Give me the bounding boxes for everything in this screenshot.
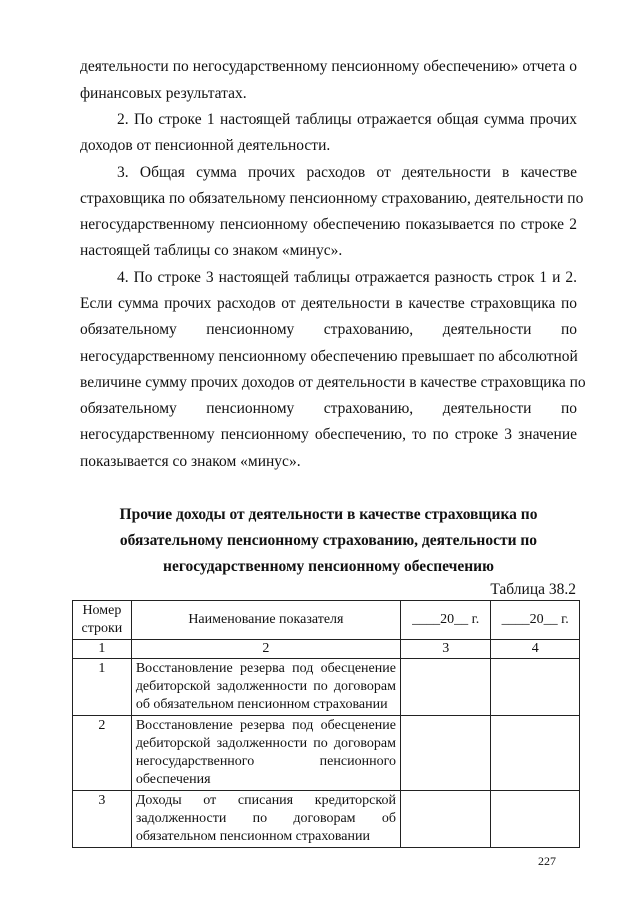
value-cell [400,791,490,848]
paragraph-line: доходов от пенсионной деятельности. [80,137,331,154]
table-title-line: негосударственному пенсионному обеспечению [163,558,494,575]
table-title-line: обязательному пенсионному страхованию, деятельности по [119,532,538,549]
value-cell [400,659,490,716]
table-row [73,791,580,848]
column-numbers-row [73,640,580,659]
paragraph-line: величине сумму прочих доходов от деятельности в качестве страховщика по [80,374,586,391]
column-number: 4 [491,640,580,659]
paragraph-line: 2. По строке 1 настоящей таблицы отражается общая сумма прочих [117,111,577,128]
paragraph-line: деятельности по негосударственному пенсионному обеспечению» отчета о [80,58,577,75]
paragraph-line: показывается со знаком «минус». [80,453,301,470]
paragraph-line: страховщика по обязательному пенсионному страхованию, деятельности по [80,190,584,207]
row-number: 2 [73,716,132,791]
paragraph-line: финансовых результатах. [80,85,247,102]
column-number: 1 [73,640,132,659]
paragraph-line: обязательному пенсионному страхованию, деятельности по [80,400,577,417]
table-row [73,659,580,716]
header-indicator-name: Наименование показателя [131,601,400,640]
indicator-name: Доходы от списания кредиторской задолженности по договорам об обязательном пенсионном страховании [131,791,400,848]
table-row [73,716,580,791]
value-cell [491,716,580,791]
paragraph-line: обязательному пенсионному страхованию, деятельности по [80,321,577,338]
header-year-1: ____20__ г. [400,601,490,640]
indicators-table [72,600,580,848]
page-number: 227 [538,854,556,868]
value-cell [491,659,580,716]
paragraph-line: 3. Общая сумма прочих расходов от деятельности в качестве [117,164,577,181]
table-title-line: Прочие доходы от деятельности в качестве страховщика по [119,506,538,523]
value-cell [491,791,580,848]
header-year-2: ____20__ г. [491,601,580,640]
row-number: 3 [73,791,132,848]
paragraph-line: настоящей таблицы со знаком «минус». [80,242,343,259]
value-cell [400,716,490,791]
paragraph-line: негосударственному пенсионному обеспечению, то по строке 3 значение [80,426,577,443]
paragraph-line: негосударственному пенсионному обеспечению показывается по строке 2 [80,216,577,233]
column-number: 3 [400,640,490,659]
header-row-number: Номер строки [73,601,132,640]
indicator-name: Восстановление резерва под обесценение дебиторской задолженности по договорам об обязательном пенсионном страховании [131,659,400,716]
table-caption: Таблица 38.2 [490,581,576,598]
column-number: 2 [131,640,400,659]
paragraph-line: негосударственному пенсионному обеспечению превышает по абсолютной [80,348,578,365]
paragraph-line: 4. По строке 3 настоящей таблицы отражается разность строк 1 и 2. [117,269,577,286]
table-header-row [73,601,580,640]
paragraph-line: Если сумма прочих расходов от деятельности в качестве страховщика по [80,295,577,312]
indicator-name: Восстановление резерва под обесценение дебиторской задолженности по договорам негосударственного пенсионного обеспечения [131,716,400,791]
row-number: 1 [73,659,132,716]
